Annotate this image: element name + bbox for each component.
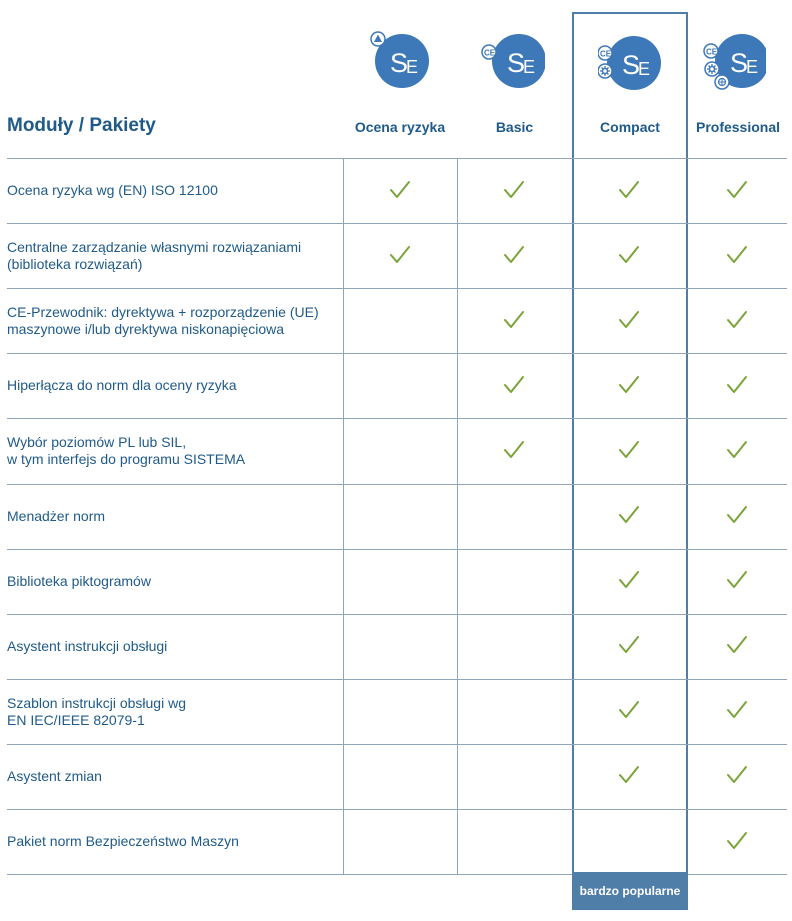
column-name: Professional — [695, 119, 781, 135]
svg-text:CE: CE — [600, 49, 612, 59]
checkmark-icon — [725, 440, 749, 460]
checkmark-icon — [725, 700, 749, 720]
page-title: Moduły / Pakiety — [7, 115, 156, 136]
column-basic — [457, 0, 572, 158]
globe-icon — [715, 75, 729, 89]
checkmark-icon — [617, 375, 641, 395]
checkmark-icon — [617, 310, 641, 330]
logo-letter-e: E — [523, 57, 536, 77]
feature-label: Wybór poziomów PL lub SIL, w tym interfejs do programu SISTEMA — [7, 433, 246, 467]
checkmark-icon — [725, 831, 749, 851]
checkmark-icon — [725, 180, 749, 200]
checkmark-icon — [502, 440, 526, 460]
feature-label: Hiperłącza do norm dla oceny ryzyka — [7, 377, 237, 393]
checkmark-icon — [388, 245, 412, 265]
checkmark-icon — [617, 765, 641, 785]
svg-text:CE: CE — [484, 48, 496, 58]
column-divider — [457, 158, 458, 874]
feature-label: Centralne zarządzanie własnymi rozwiązaniami (biblioteka rozwiązań) — [7, 238, 302, 272]
checkmark-icon — [617, 440, 641, 460]
logo-letter-s: S — [622, 50, 641, 80]
column-divider — [343, 158, 344, 874]
checkmark-icon — [388, 180, 412, 200]
checkmark-icon — [502, 310, 526, 330]
logo-letter-s: S — [390, 48, 409, 78]
checkmark-icon — [502, 180, 526, 200]
checkmark-icon — [725, 570, 749, 590]
feature-label: Ocena ryzyka wg (EN) ISO 12100 — [7, 182, 218, 198]
logo-letter-e: E — [638, 59, 651, 79]
feature-label: Szablon instrukcji obsługi wg EN IEC/IEEE 82079-1 — [7, 694, 186, 728]
se-logo — [481, 30, 545, 90]
column-name: Ocena ryzyka — [354, 119, 446, 135]
checkmark-icon — [617, 570, 641, 590]
feature-label: Asystent instrukcji obsługi — [7, 638, 168, 654]
feature-label: Menadżer norm — [7, 508, 106, 524]
checkmark-icon — [725, 635, 749, 655]
logo-letter-e: E — [746, 57, 759, 77]
column-name: Compact — [600, 119, 660, 135]
checkmark-icon — [725, 245, 749, 265]
checkmark-icon — [725, 765, 749, 785]
svg-text:CE: CE — [706, 47, 718, 57]
logo-letter-e: E — [406, 57, 419, 77]
column-ocena-ryzyka — [343, 0, 457, 158]
checkmark-icon — [617, 635, 641, 655]
gear-icon — [705, 62, 719, 76]
checkmark-icon — [502, 245, 526, 265]
checkmark-icon — [502, 375, 526, 395]
column-professional — [688, 0, 788, 158]
warning-icon — [371, 32, 385, 46]
checkmark-icon — [617, 245, 641, 265]
logo-letter-s: S — [730, 48, 749, 78]
ce-icon — [482, 45, 496, 59]
checkmark-icon — [617, 505, 641, 525]
checkmark-icon — [725, 310, 749, 330]
se-logo — [368, 30, 432, 90]
checkmark-icon — [725, 375, 749, 395]
feature-label: CE-Przewodnik: dyrektywa + rozporządzenie (UE) maszynowe i/lub dyrektywa niskonapięciowa — [7, 303, 319, 337]
logo-letter-s: S — [507, 48, 526, 78]
se-logo — [702, 30, 766, 90]
feature-label: Pakiet norm Bezpieczeństwo Maszyn — [7, 833, 239, 849]
checkmark-icon — [617, 700, 641, 720]
ce-icon — [704, 44, 718, 58]
checkmark-icon — [725, 505, 749, 525]
popular-badge: bardzo popularne — [572, 872, 688, 910]
feature-label: Biblioteka piktogramów — [7, 573, 151, 589]
feature-label: Asystent zmian — [7, 768, 102, 784]
checkmark-icon — [617, 180, 641, 200]
column-name: Basic — [495, 119, 534, 135]
